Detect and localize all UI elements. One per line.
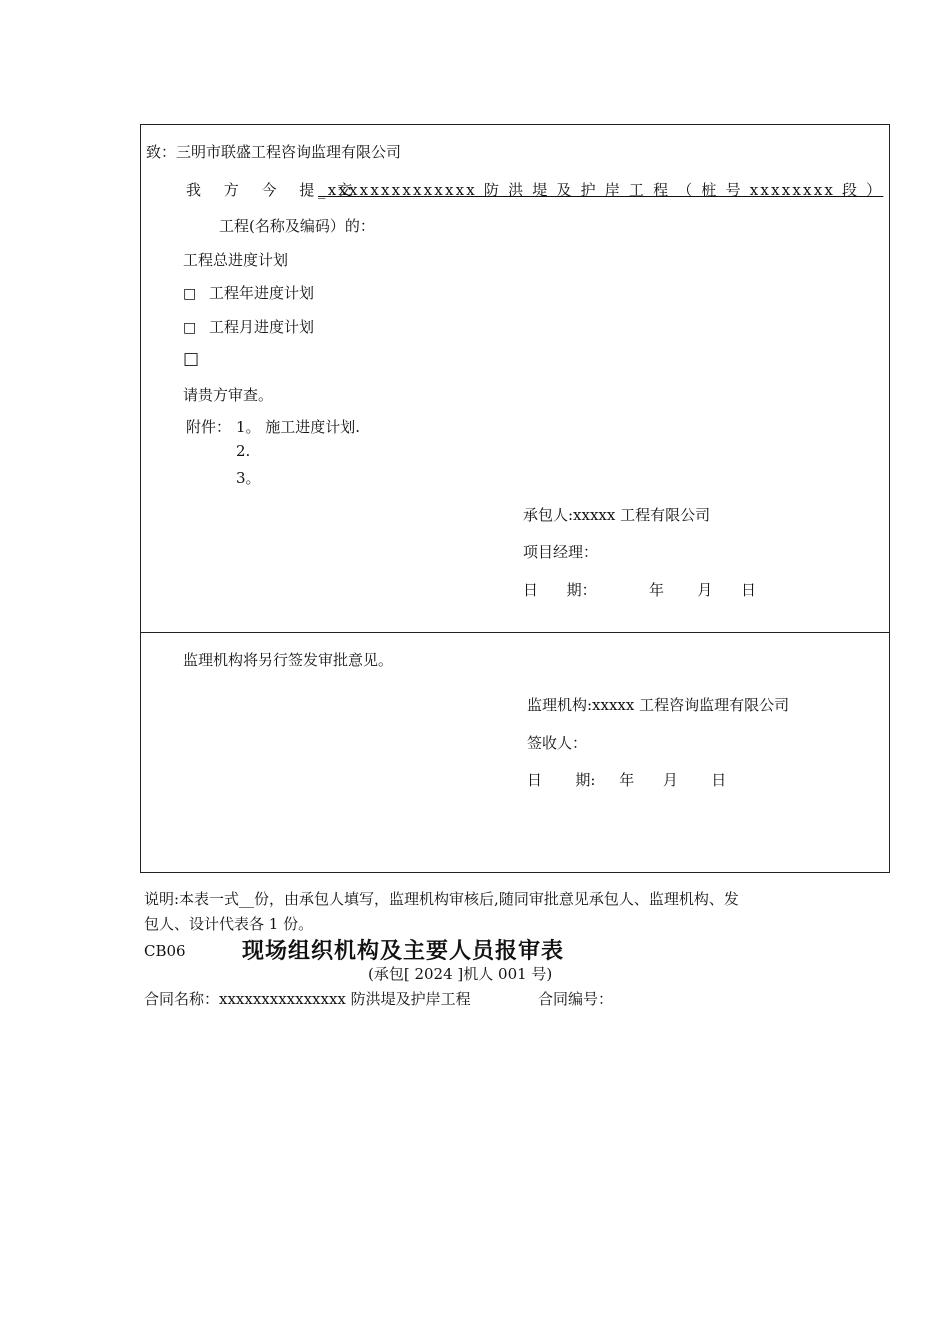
contractor-line: 承包人:xxxxx 工程有限公司 — [523, 506, 711, 524]
project-manager-line: 项目经理： — [523, 543, 599, 561]
date-line: 日 期： 年 月 日 — [523, 581, 757, 599]
option-other[interactable] — [183, 349, 199, 369]
notes-line: 说明:本表一式__份，由承包人填写，监理机构审核后,随同审批意见承包人、监理机构、发 — [144, 890, 739, 908]
form-subtitle: (承包[ 2024 ]机人 001 号) — [368, 965, 553, 983]
attachment-item: 1。 施工进度计划. — [236, 418, 361, 436]
project-label: 工程(名称及编码）的： — [219, 217, 375, 235]
checkbox-icon[interactable]: □ — [183, 320, 197, 336]
attachment-item: 2. — [236, 442, 251, 460]
option-monthly-plan[interactable] — [183, 316, 314, 337]
submit-prefix: 我 方 今 提 交 — [186, 181, 362, 199]
option-label: 工程总进度计划 — [183, 251, 289, 269]
option-total-plan — [183, 249, 288, 270]
submission-section — [140, 124, 890, 633]
checkbox-icon[interactable]: □ — [183, 349, 200, 369]
option-annual-plan[interactable] — [183, 282, 314, 303]
notes-line: 包人、设计代表各 1 份。 — [144, 915, 314, 933]
option-label: 工程月进度计划 — [209, 318, 315, 336]
option-label: 工程年进度计划 — [209, 284, 315, 302]
signer-line: 签收人： — [527, 734, 588, 752]
form-code: CB06 — [144, 942, 186, 960]
attachment-item: 3。 — [236, 469, 261, 487]
checkbox-icon[interactable]: □ — [183, 286, 197, 302]
form-title: 现场组织机构及主要人员报审表 — [242, 938, 565, 964]
supervisor-note: 监理机构将另行签发审批意见。 — [183, 651, 394, 669]
contract-number: 合同编号： — [538, 990, 614, 1008]
attachments-label: 附件： — [186, 418, 232, 436]
date-line: 日 期: 年 月 日 — [527, 771, 727, 789]
submit-project-name: _xxxxxxxxxxxxxx 防 洪 堤 及 护 岸 工 程 （ 桩 号 xxxxxxxx 段 ） — [318, 181, 884, 199]
contract-name: 合同名称：xxxxxxxxxxxxxxx 防洪堤及护岸工程 — [144, 990, 471, 1008]
please-review-text: 请贵方审查。 — [183, 386, 274, 404]
addressee-line: 致：三明市联盛工程咨询监理有限公司 — [146, 143, 402, 161]
supervisor-org-line: 监理机构:xxxxx 工程咨询监理有限公司 — [527, 696, 790, 714]
